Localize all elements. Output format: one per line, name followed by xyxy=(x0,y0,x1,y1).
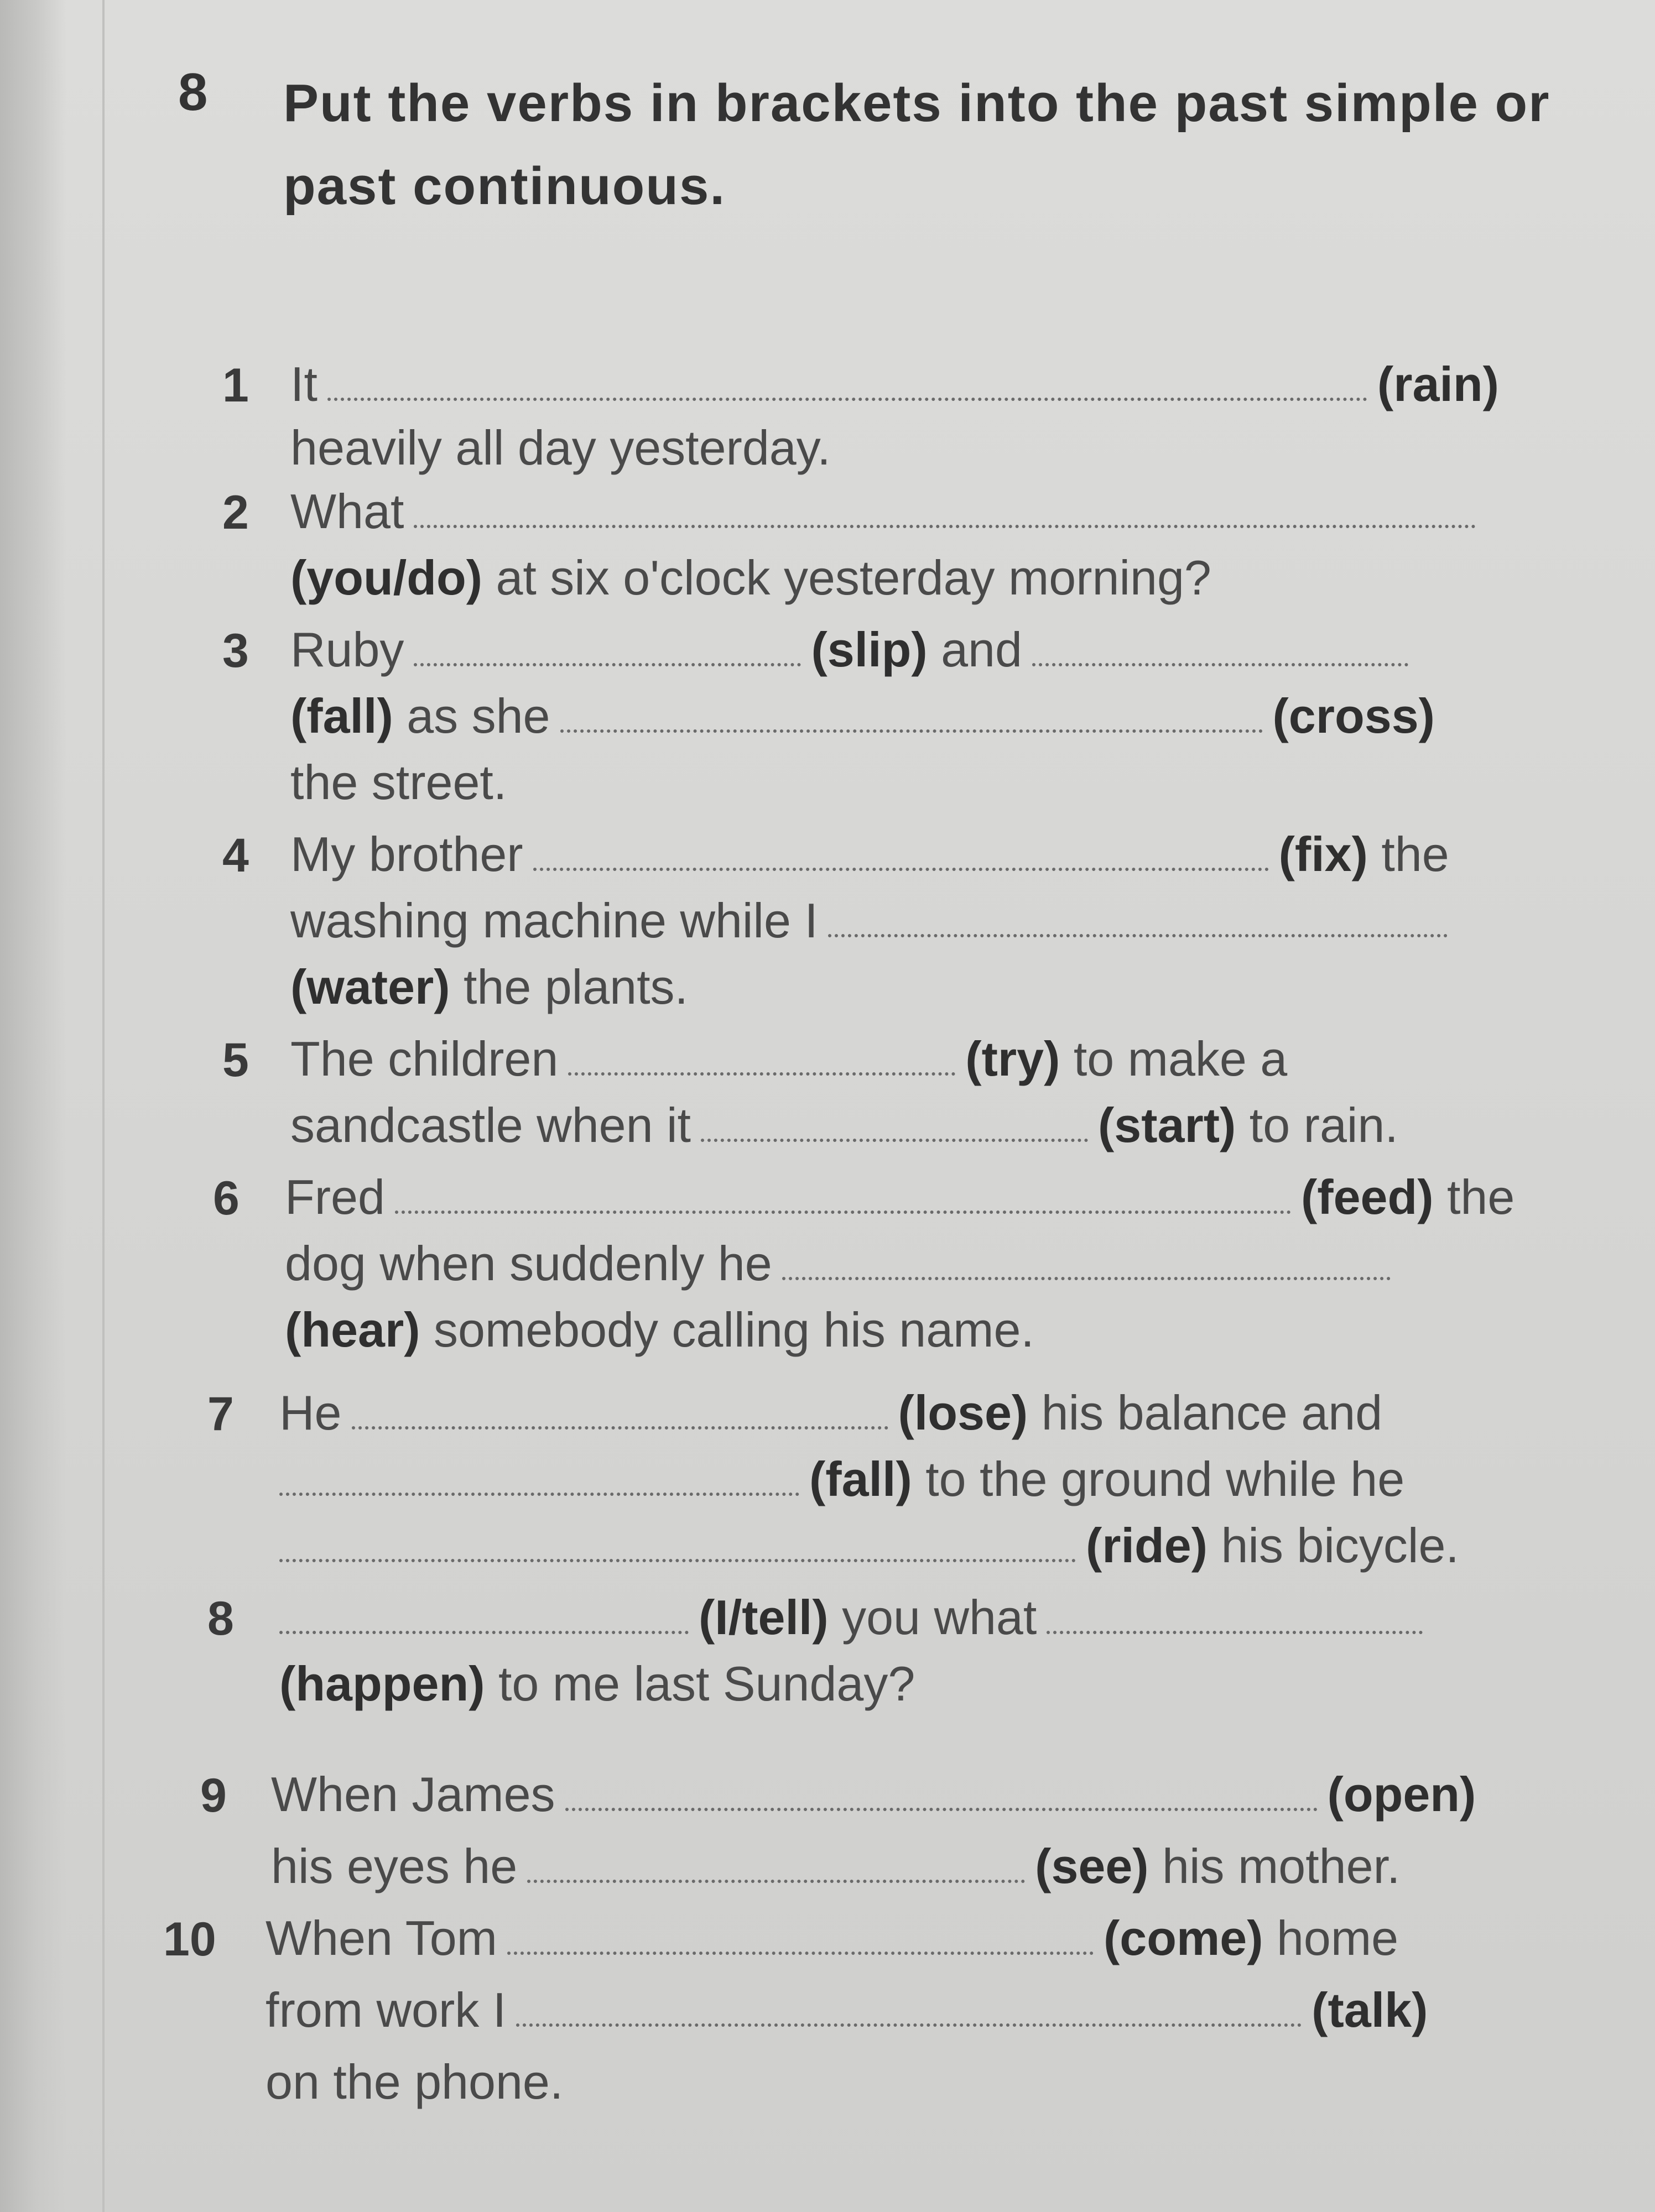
item-text: My brother xyxy=(290,827,523,881)
answer-blank[interactable] xyxy=(327,364,1367,401)
answer-blank[interactable] xyxy=(828,901,1448,937)
verb-prompt: (talk) xyxy=(1311,1983,1428,2037)
item-text: his balance and xyxy=(1041,1385,1383,1440)
item-text: the street. xyxy=(290,755,507,810)
item-number: 2 xyxy=(222,486,249,539)
item-text: the xyxy=(1381,827,1449,881)
item-text: the plants. xyxy=(463,959,689,1014)
item-text: as she xyxy=(407,688,550,743)
item-line xyxy=(285,1167,1515,1228)
answer-blank[interactable] xyxy=(414,492,1476,528)
item-line xyxy=(271,1764,1476,1825)
item-text: you what xyxy=(842,1590,1037,1645)
item-text: When James xyxy=(271,1767,555,1822)
item-number: 3 xyxy=(222,624,249,677)
answer-blank[interactable] xyxy=(527,1846,1025,1883)
item-line xyxy=(290,890,1458,951)
item-text: home xyxy=(1276,1911,1399,1965)
answer-blank[interactable] xyxy=(395,1177,1291,1214)
answer-blank[interactable] xyxy=(279,1526,1076,1562)
verb-prompt: (fix) xyxy=(1278,827,1368,881)
verb-prompt: (hear) xyxy=(285,1302,420,1357)
verb-prompt: (see) xyxy=(1035,1839,1149,1893)
answer-blank[interactable] xyxy=(565,1775,1318,1811)
exercise-number: 8 xyxy=(178,62,208,122)
answer-blank[interactable] xyxy=(568,1039,955,1076)
item-text: the xyxy=(1446,1170,1515,1224)
item-line xyxy=(290,1029,1287,1089)
answer-blank[interactable] xyxy=(279,1598,689,1634)
item-line xyxy=(266,1908,1398,1969)
item-text: to me last Sunday? xyxy=(498,1656,915,1711)
item-line xyxy=(290,418,831,478)
answer-blank[interactable] xyxy=(279,1459,799,1496)
answer-blank[interactable] xyxy=(560,696,1263,733)
item-line xyxy=(279,1653,915,1714)
item-line xyxy=(271,1836,1400,1897)
item-text: It xyxy=(290,357,318,411)
margin-line xyxy=(102,0,105,2212)
item-text: from work I xyxy=(266,1983,507,2037)
item-line xyxy=(266,1980,1428,2041)
item-line xyxy=(266,2052,563,2112)
answer-blank[interactable] xyxy=(701,1105,1088,1142)
item-text: He xyxy=(279,1385,342,1440)
verb-prompt: (start) xyxy=(1097,1098,1236,1152)
item-number: 7 xyxy=(207,1387,234,1441)
item-line xyxy=(285,1300,1034,1360)
item-line xyxy=(285,1233,1401,1294)
verb-prompt: (come) xyxy=(1104,1911,1263,1965)
item-number: 9 xyxy=(200,1769,227,1822)
item-text: on the phone. xyxy=(266,2054,564,2109)
answer-blank[interactable] xyxy=(782,1244,1391,1280)
answer-blank[interactable] xyxy=(414,630,801,666)
item-text: his bicycle. xyxy=(1221,1518,1459,1573)
item-text: and xyxy=(941,622,1022,677)
item-number: 6 xyxy=(213,1172,240,1225)
item-number: 5 xyxy=(222,1034,249,1087)
verb-prompt: (lose) xyxy=(898,1385,1028,1440)
item-line xyxy=(290,547,1211,608)
item-text: The children xyxy=(290,1031,559,1086)
verb-prompt: (rain) xyxy=(1377,357,1499,411)
item-text: Ruby xyxy=(290,622,404,677)
item-text: somebody calling his name. xyxy=(433,1302,1034,1357)
item-line xyxy=(290,481,1486,542)
exercise-instruction: Put the verbs in brackets into the past simple or past continuous. xyxy=(283,74,1550,216)
item-line xyxy=(290,824,1449,885)
item-text: his mother. xyxy=(1162,1839,1401,1893)
page-edge-shadow xyxy=(0,0,66,2212)
verb-prompt: (open) xyxy=(1327,1767,1476,1822)
item-line xyxy=(290,354,1499,415)
verb-prompt: (fall) xyxy=(809,1452,912,1506)
item-line xyxy=(290,1095,1398,1156)
verb-prompt: (cross) xyxy=(1272,688,1435,743)
answer-blank[interactable] xyxy=(516,1990,1302,2027)
verb-prompt: (fall) xyxy=(290,688,393,743)
item-line xyxy=(279,1383,1382,1443)
item-text: to make a xyxy=(1073,1031,1288,1086)
item-text: dog when suddenly he xyxy=(285,1236,772,1291)
item-number: 1 xyxy=(222,359,249,412)
item-text: his eyes he xyxy=(271,1839,518,1893)
item-text: washing machine while I xyxy=(290,893,818,948)
item-number: 10 xyxy=(163,1913,216,1966)
item-number: 4 xyxy=(222,829,249,882)
verb-prompt: (you/do) xyxy=(290,550,483,605)
item-text: to the ground while he xyxy=(925,1452,1405,1506)
answer-blank[interactable] xyxy=(1047,1598,1423,1634)
answer-blank[interactable] xyxy=(507,1918,1094,1955)
answer-blank[interactable] xyxy=(1032,630,1408,666)
item-number: 8 xyxy=(207,1592,234,1645)
item-text: What xyxy=(290,484,404,539)
item-line xyxy=(279,1449,1404,1510)
item-line xyxy=(290,752,507,813)
verb-prompt: (slip) xyxy=(811,622,928,677)
item-text: to rain. xyxy=(1249,1098,1398,1152)
verb-prompt: (I/tell) xyxy=(699,1590,829,1645)
item-text: heavily all day yesterday. xyxy=(290,420,831,475)
verb-prompt: (happen) xyxy=(279,1656,485,1711)
item-line xyxy=(290,619,1418,680)
answer-blank[interactable] xyxy=(352,1393,888,1430)
item-text: sandcastle when it xyxy=(290,1098,691,1152)
verb-prompt: (water) xyxy=(290,959,450,1014)
item-line xyxy=(279,1515,1459,1576)
item-line xyxy=(279,1587,1433,1648)
item-text: When Tom xyxy=(266,1911,497,1965)
verb-prompt: (feed) xyxy=(1300,1170,1434,1224)
item-line xyxy=(290,686,1435,747)
item-line xyxy=(290,957,688,1018)
item-text: at six o'clock yesterday morning? xyxy=(496,550,1211,605)
verb-prompt: (try) xyxy=(965,1031,1060,1086)
verb-prompt: (ride) xyxy=(1086,1518,1208,1573)
answer-blank[interactable] xyxy=(533,834,1269,871)
item-text: Fred xyxy=(285,1170,385,1224)
